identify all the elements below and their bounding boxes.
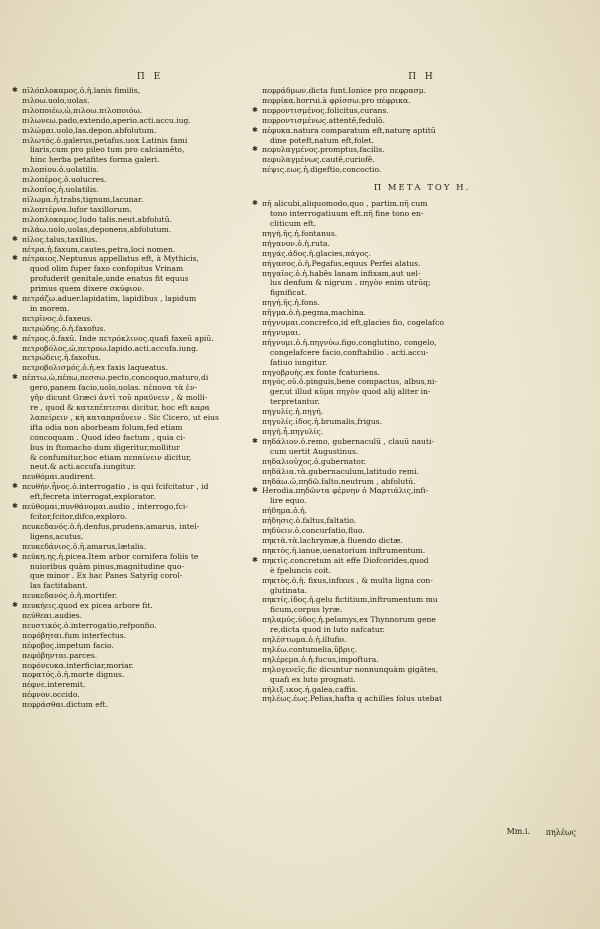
- dictionary-entry-line: πέφνε.interemit.: [22, 680, 86, 690]
- dictionary-entry-line: fatiuo iungitur.: [270, 357, 328, 367]
- dictionary-entry-line: πέφνον.occido.: [22, 690, 80, 700]
- dictionary-entry-line: primus quem dixere σκύφιον.: [30, 284, 145, 294]
- dictionary-entry-line: dine poteft,natum eft,folet.: [270, 135, 374, 145]
- dictionary-entry-line: πηγή.ῆς.ἡ.fontanus.: [262, 228, 338, 238]
- dictionary-entry-line: cum uertit Augustinus.: [270, 446, 359, 456]
- dictionary-entry-line: πεύθεαι.audies.: [22, 611, 83, 621]
- dictionary-entry-line: liaris,cum pro pileo tum pro calciamēto,: [30, 145, 185, 155]
- dictionary-entry-line: ✱ πηδάλιον.ὁ.remo, gubernaculū , clauū nauti-: [252, 437, 592, 447]
- dictionary-entry-line: πηκτίς.ίδος.ἡ.gelu fictitium,inftrumentum mu: [262, 595, 438, 605]
- right-entries-bottom: [252, 199, 592, 704]
- dictionary-entry-line: gero,panem facio,uolo,uolas. πέπονα τὰ ἐν-: [30, 383, 198, 393]
- dictionary-entry-line: λαπείρειν , κὴ καταπραΰνειν . Sic Cicero, ut eius: [30, 412, 219, 422]
- dictionary-entry-line: πεφόνευκα.interficiar,moriar.: [22, 660, 134, 670]
- dictionary-entry-line: ✱ πεφροντισμένος.folicitus,curans.: [252, 106, 592, 116]
- dictionary-entry-line: hinc herba petafites forma galeri.: [30, 155, 160, 165]
- dictionary-entry-line: πιλωτός.ὁ.galerus,petafus.uox Latinis fami: [22, 135, 188, 145]
- dictionary-entry-line: πευστικός.ὁ.interrogatio,refponfio.: [22, 620, 157, 630]
- dictionary-entry-line: quafi ex luto prognati.: [270, 674, 356, 684]
- dictionary-entry-line: πηγοβρυὴς.ex fonte fcaturiens.: [262, 367, 381, 377]
- dictionary-entry-line: πηδάλια.τὰ.gubernaculum,latitudo remi.: [262, 466, 419, 476]
- dictionary-entry-line: las factitabant.: [30, 581, 88, 591]
- dictionary-entry-line: πίλωμα.ἡ.trabs,tignum,lacunar.: [22, 194, 144, 204]
- dictionary-entry-line: πεφράδμων.dicta funt.Ionice pro πεφρασμ.: [262, 86, 427, 95]
- dictionary-entry-line: πηλέρεμα.ὁ.ἡ.fucus,impoftura.: [262, 654, 379, 664]
- dictionary-entry-line: πήγνυμι.ὁ.ἡ.πηγνύω.figo,conglutino, congelo,: [262, 337, 437, 347]
- dictionary-entry-line: ✱ πευθήν.ἦνος.ὁ.interrogatio , is qui fcifcitatur , id: [12, 482, 288, 492]
- dictionary-entry-line: πιλώμαι.uolo,las.depon.abfolutum.: [22, 125, 157, 135]
- dictionary-entry-line: πιλοπέρος.ὁ.uolucres.: [22, 175, 107, 185]
- dictionary-entry-line: πιλοπίου.ὁ.uolatilis.: [22, 165, 99, 175]
- dictionary-entry-line: in morem.: [30, 303, 70, 313]
- dictionary-entry-line: πιλωνεω.pado,extendo,aperio.acti.accu.iug.: [22, 115, 191, 125]
- dictionary-entry-line: πήδημα.ὁ.ἡ.: [262, 506, 308, 516]
- dictionary-entry-line: ficum,corpus lyræ.: [270, 605, 343, 615]
- dictionary-entry-line: πηλαμύς.ύδος.ἡ.pelamys,ex Thynnorum gene: [262, 615, 436, 625]
- dictionary-entry-line: πέφοβος.impetum facio.: [22, 640, 114, 650]
- dictionary-entry-line: πιλοπίος.ἡ.uolatilis.: [22, 185, 99, 195]
- dictionary-entry-line: tono interrogatiuum eft.πῆ fine tono en-: [270, 209, 424, 219]
- dictionary-entry-line: πηκτὸς.ὁ.ἡ. fixus,infixus , & multa ligna con-: [262, 575, 433, 585]
- dictionary-entry-line: fcitor,fcitor,difco,exploro.: [30, 511, 128, 521]
- dictionary-entry-line: πεφατός.ὁ.ἡ.morte dignus.: [22, 670, 125, 680]
- dictionary-entry-line: πευκεδάνιος.ὁ.ἡ.amarus,lætalis.: [22, 541, 147, 551]
- dictionary-entry-line: bus in ftomacho dum digeritur,mollitur: [30, 442, 180, 452]
- dictionary-entry-line: πῆγμα.ὁ.ἡ.pegma,machina.: [262, 308, 366, 318]
- catchword: πηλέως: [545, 828, 576, 837]
- dictionary-entry-line: πιλοπτέρνα.lufor taxillorum.: [22, 204, 132, 214]
- dictionary-entry-line: ✱ Herodia.πηδῶντα φέρνην ὁ Μαρτιάλις,infi-: [252, 486, 592, 496]
- dictionary-entry-line: ✱ πέφυκα.natura comparatum eft,naturę aptitū: [252, 126, 592, 136]
- dictionary-entry-line: profuderit genitale,unde enatus fit equus: [30, 274, 189, 284]
- dictionary-entry-line: ✱ πῑλόπλοκαμος.ὁ.ἡ.lanis fimilis,: [12, 86, 288, 96]
- dictionary-entry-line: fignificat.: [270, 288, 307, 298]
- dictionary-entry-line: πηλέστωμα.ὁ.ἡ.illufio.: [262, 635, 347, 645]
- dictionary-entry-line: congelafcere facio,conftabilio . acti.accu-: [270, 347, 429, 357]
- dictionary-entry-line: πηγυλίς.ἡ.πηγή.: [262, 407, 324, 417]
- left-entries: [12, 86, 288, 710]
- dictionary-entry-line: ✱ πεύκη.ης.ἡ.picea.Item arbor cornifera foliis te: [12, 552, 288, 562]
- dictionary-entry-line: πετροβόλος,ὠ,πετροω.lapido.acti.accufa.iung.: [22, 343, 199, 353]
- dictionary-entry-line: πηγή.ἦ.πηγυλίς.: [262, 427, 324, 436]
- dictionary-entry-line: πηδύειν.ὁ.concurfatio,fluo.: [262, 526, 365, 536]
- dictionary-entry-line: πήγνυμαι.: [262, 327, 301, 337]
- dictionary-entry-line: terpretantur.: [270, 397, 320, 407]
- dictionary-entry-line: re,dicta quod in luto nafcatur.: [270, 625, 385, 635]
- dictionary-entry-line: quod olim fuper faxo confopitus Vrinam: [30, 264, 184, 274]
- dictionary-entry-line: πηκτὸς.ἡ.ianue,uenatorium inftrumentum.: [262, 545, 426, 555]
- dictionary-entry-line: πήγασος.ὁ.ἡ.Pegafus,equus Perfei alatus.: [262, 258, 421, 268]
- dictionary-entry-line: πηδάω.ὠ,πηδῶ.falto.neutrum , abfolutū.: [262, 476, 416, 486]
- dictionary-entry-line: lus denfum & nigrum . πηγὸν enim utrūq;: [270, 278, 431, 288]
- dictionary-entry-line: πιλοποιέω,ὠ,πιλοω.πιλοποιόω.: [22, 105, 143, 115]
- dictionary-entry-line: ✱ πηκτὶς.concretum ait effe Diofcorides,quod: [252, 556, 592, 566]
- dictionary-entry-line: ✱ πετράζω.aduer.lapidatim, lapidibus , lapidum: [12, 294, 288, 304]
- dictionary-entry-line: ger,ut illud κῦμα πηγὸν quod alij aliter in-: [270, 387, 431, 397]
- right-column: [252, 72, 592, 704]
- dictionary-entry-line: πηγάς.άδος.ἡ.glacies,πάγος.: [262, 248, 371, 258]
- dictionary-entry-line: πιλάω.uolo,uolas,deponens,abfolutum.: [22, 224, 172, 234]
- dictionary-entry-line: πεφράσθαι.dictum eft.: [22, 700, 108, 710]
- dictionary-entry-line: πήγανον.ὁ.ἡ.ruta.: [262, 238, 330, 248]
- dictionary-entry-line: πευκεδανός.ὁ.ἡ.denfus,prudens,amarus, intel-: [22, 521, 200, 531]
- dictionary-entry-line: πέτρα.ἡ.faxum,cautes,petra,loci nomen.: [22, 244, 176, 254]
- dictionary-entry-line: ✱ πέτρος.ὁ.faxū. Inde πετρόκλινος.quafi faxeū apiū.: [12, 334, 288, 344]
- right-entries-top: [252, 86, 592, 175]
- dictionary-entry-line: πιλοπλοκαμος.ludo talis.neut.abfolutū.: [22, 214, 172, 224]
- dictionary-entry-line: πηκτὰ.τὰ.lachrymæ,à fluendo dictæ.: [262, 535, 403, 545]
- dictionary-entry-line: & confumitur,hoc etiam πεπαίνειν dicitur,: [30, 452, 192, 462]
- dictionary-entry-line: πευθόμαι.audirent.: [22, 472, 96, 482]
- dictionary-entry-line: γῆν dicunt Græci ἀντὶ τοῦ πραϋνειν , & molli-: [30, 393, 208, 403]
- dictionary-entry-line: πευκεδανός.ὁ.ἡ.mortifer.: [22, 591, 118, 601]
- dictionary-entry-line: πετρώδης.ὁ.ἡ.faxofus.: [22, 323, 106, 333]
- dictionary-entry-line: πηλογενεῖς.fic dicuntur nonnunquàm gigātes,: [262, 664, 439, 674]
- dictionary-entry-line: πετρώδεις.ἡ.faxofus.: [22, 353, 102, 363]
- dictionary-entry-line: πεφροντισμένως.attentē,fedulō.: [262, 115, 386, 125]
- dictionary-entry-line: πεφρίκα.horrui.à φρίσσω.pro πέφρικα.: [262, 95, 411, 105]
- dictionary-entry-line: πηγός.οῦ.ὁ.pinguis,bene compactus, albus,ni-: [262, 377, 437, 387]
- dictionary-entry-line: πεφόβηται.fum interfectus.: [22, 630, 127, 640]
- dictionary-entry-line: ✱ πέπτω,ὠ,πέπω,πεσσω.pecto,concoquo,maturo,di: [12, 373, 288, 383]
- dictionary-entry-line: πήλιξ.ικος.ἡ.galea,caffis.: [262, 684, 359, 694]
- section-title: Π ΜΕΤΑ ΤΟΥ Η.: [373, 183, 471, 194]
- dictionary-entry-line: neut.& acti.accufa.iungitur.: [30, 462, 136, 472]
- dictionary-entry-line: πεφυλαγμένως.cautē,curiofē.: [262, 155, 375, 165]
- dictionary-entry-line: re , quod & κατεπέπτεσαι dicitur, hoc eft καρα: [30, 403, 210, 412]
- dictionary-entry-line: πετρῖνος.ὁ.faxeus.: [22, 313, 93, 323]
- dictionary-entry-line: πέψις.εως.ἡ.digeftio,concoctio.: [262, 165, 382, 175]
- dictionary-entry-line: ✱ πέτραιος.Neptunus appellatus eft, à Mythicis,: [12, 254, 288, 264]
- dictionary-entry-line: glutinata.: [270, 585, 308, 595]
- dictionary-entry-line: ✱ πῆ alicubi,aliquomodo,quo , partim.πῆ cum: [252, 199, 592, 209]
- right-running-head: Π Η: [408, 72, 436, 82]
- dictionary-entry-line: cliticum eft.: [270, 218, 317, 228]
- dictionary-entry-line: πηγή.ῆς.ἡ.fons.: [262, 298, 320, 308]
- dictionary-entry-line: ifta odia non aborbeam folum,fed etiam: [30, 422, 183, 432]
- dictionary-entry-line: πηγαῖος.ὁ.ἡ.habēs lanam infixam,aut uel-: [262, 268, 421, 278]
- dictionary-entry-line: πήγνυμαι.concrefco,id eft,glacies fio, cogelafco: [262, 318, 444, 328]
- dictionary-entry-line: nuioribus quàm pinus,magnitudine quo-: [30, 561, 185, 571]
- dictionary-entry-line: πεφόβηνται.parces.: [22, 650, 98, 660]
- dictionary-entry-line: πηδαλιοῦχος.ὁ.gubernator.: [262, 456, 367, 466]
- signature-mark: Mm.i.: [506, 827, 530, 836]
- dictionary-entry-line: πηγυλίς.ίδος.ἡ.brumalis,frigus.: [262, 417, 383, 427]
- left-column: [12, 72, 288, 710]
- dictionary-entry-line: πιλοω.uolo,uolas.: [22, 95, 90, 105]
- dictionary-entry-line: que minor . Ex hac Panes Satyrīg corol-: [30, 571, 183, 581]
- dictionary-entry-line: πετροβολισμός.ὁ.ἡ.ex faxis laqueatus.: [22, 363, 168, 373]
- dictionary-entry-line: πηλέως.έως.Pelias,hafta q achilles folus utebat: [262, 694, 443, 704]
- dictionary-entry-line: lire equo.: [270, 496, 307, 506]
- dictionary-entry-line: πήδησις.ὁ.faltus,faltatio.: [262, 516, 357, 526]
- dictionary-entry-line: ✱ πεφυλαγμένος.promptus,facilis.: [252, 145, 592, 155]
- dictionary-entry-line: πηλέω.contumelia,ὕβρις.: [262, 644, 358, 654]
- dictionary-entry-line: eft,fecreta interrogat,explorator.: [30, 492, 156, 502]
- dictionary-entry-line: ✱ πίλος.talus,taxillus.: [12, 235, 288, 245]
- dictionary-entry-line: ✱ πευκήεις.quod ex picea arbore fit.: [12, 601, 288, 611]
- dictionary-entry-line: è fpeluncis coit.: [270, 565, 331, 575]
- dictionary-entry-line: ✱ πεύθομαι,πυνθάνομαι.audio , interrogo,fci-: [12, 502, 288, 512]
- dictionary-entry-line: concoquam . Quod ideo factum , quia ci-: [30, 432, 186, 442]
- dictionary-entry-line: ligens,acutus.: [30, 531, 84, 541]
- left-running-head: Π Ε: [136, 72, 164, 82]
